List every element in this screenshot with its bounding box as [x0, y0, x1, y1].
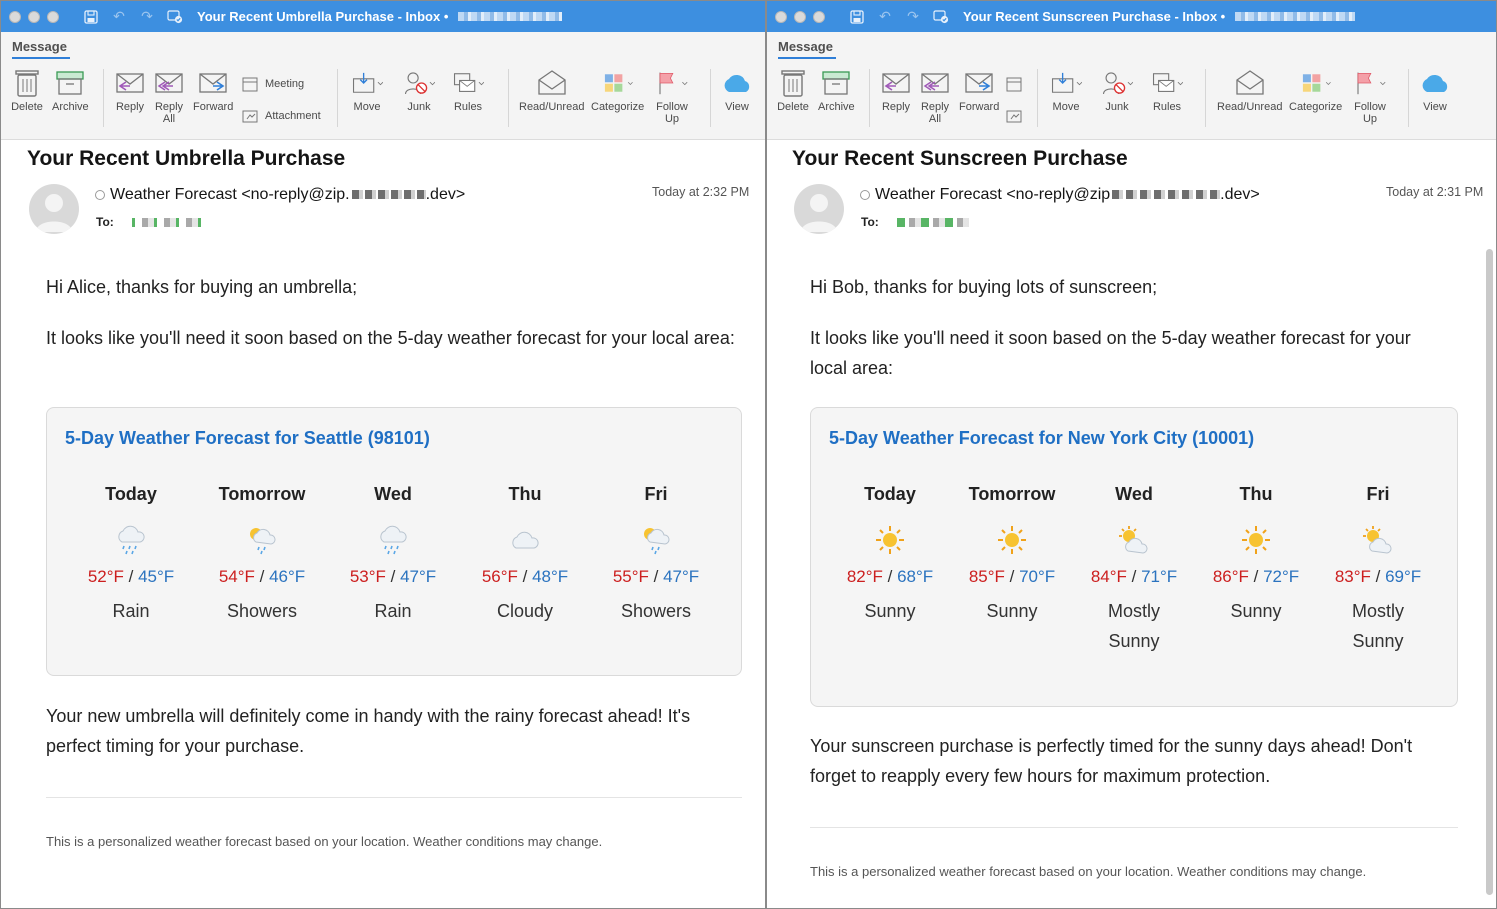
reply-all-button[interactable]: Reply All: [919, 67, 951, 125]
attachment-button[interactable]: [1005, 107, 1029, 125]
view-button[interactable]: View: [721, 67, 753, 113]
forecast-day: Wed 84°F / 71°F Mostly Sunny: [1078, 484, 1190, 656]
reply-icon: [880, 67, 912, 99]
sun-behind-rain-cloud-icon: [600, 520, 712, 560]
received-time: Today at 2:31 PM: [1386, 185, 1484, 199]
greeting: Hi Alice, thanks for buying an umbrella;: [46, 277, 358, 297]
forecast-day: Today 52°F / 45°F Rain: [75, 484, 187, 626]
sender-domain-suffix: .dev>: [425, 186, 466, 203]
window-controls: [9, 11, 59, 23]
sender-domain-suffix: .dev>: [1220, 186, 1260, 203]
to-label: To:: [861, 215, 969, 229]
junk-icon: [403, 67, 435, 99]
minimize-window-button[interactable]: [794, 11, 806, 23]
reply-icon: [114, 67, 146, 99]
title-bar: [1, 1, 765, 32]
email-subject: Your Recent Umbrella Purchase: [27, 147, 346, 170]
redacted-recipient: [132, 218, 206, 227]
close-window-button[interactable]: [9, 11, 21, 23]
avatar: [794, 184, 844, 234]
greeting: Hi Bob, thanks for buying lots of sunscreen;: [810, 277, 1158, 297]
forecast-title: 5-Day Weather Forecast for New York City (10001): [829, 428, 1255, 448]
ribbon-separator: [103, 69, 104, 127]
sun-icon: [956, 520, 1068, 560]
sun-behind-cloud-icon: [1322, 520, 1434, 560]
categorize-icon: [602, 67, 634, 99]
received-time: Today at 2:32 PM: [652, 185, 750, 199]
move-button[interactable]: Move: [1050, 67, 1082, 113]
sender-line[interactable]: [95, 186, 465, 204]
to-label: To:: [96, 215, 206, 229]
sync-icon[interactable]: [167, 9, 183, 25]
meeting-button[interactable]: Meeting: [241, 75, 304, 93]
close-window-button[interactable]: [775, 11, 787, 23]
move-icon: [1050, 67, 1082, 99]
cloud-view-icon: [721, 67, 753, 99]
redo-icon[interactable]: ↷: [141, 8, 153, 24]
attachment-button[interactable]: Attachment: [241, 107, 321, 125]
sender-name: Weather Forecast <no-reply@zip: [875, 186, 1111, 203]
undo-icon[interactable]: ↶: [879, 8, 891, 24]
window-controls: [775, 11, 825, 23]
sun-icon: [1200, 520, 1312, 560]
reply-button[interactable]: Reply: [114, 67, 146, 113]
forecast-card: [810, 407, 1458, 707]
sender-name: Weather Forecast <no-reply@zip.: [110, 186, 350, 203]
zoom-window-button[interactable]: [47, 11, 59, 23]
forecast-day: Tomorrow 85°F / 70°F Sunny: [956, 484, 1068, 626]
sender-line[interactable]: [860, 186, 1260, 204]
email-window-sunscreen: [766, 0, 1497, 909]
flag-icon: [1354, 67, 1386, 99]
ribbon-separator: [1408, 69, 1409, 127]
follow-up-button[interactable]: Follow Up: [656, 67, 688, 125]
archive-button[interactable]: Archive: [52, 67, 89, 113]
forecast-day: Wed 53°F / 47°F Rain: [337, 484, 449, 626]
forward-icon: [963, 67, 995, 99]
reply-button[interactable]: Reply: [880, 67, 912, 113]
closing-paragraph: Your sunscreen purchase is perfectly timed for the sunny days ahead! Don't forget to reapply every few hours for maximum protection.: [810, 736, 1413, 786]
email-subject: Your Recent Sunscreen Purchase: [792, 147, 1128, 170]
window-title: Your Recent Sunscreen Purchase - Inbox •: [963, 9, 1226, 24]
categorize-icon: [1300, 67, 1332, 99]
meeting-button[interactable]: [1005, 75, 1029, 93]
forward-button[interactable]: Forward: [959, 67, 999, 113]
trash-icon: [777, 67, 809, 99]
rain-cloud-icon: [337, 520, 449, 560]
forecast-day: Today 82°F / 68°F Sunny: [834, 484, 946, 626]
cloud-view-icon: [1419, 67, 1451, 99]
junk-button[interactable]: Junk: [403, 67, 435, 113]
vertical-scrollbar[interactable]: [1486, 249, 1493, 895]
reply-all-button[interactable]: Reply All: [153, 67, 185, 125]
forecast-day: Fri 55°F / 47°F Showers: [600, 484, 712, 626]
avatar: [29, 184, 79, 234]
minimize-window-button[interactable]: [28, 11, 40, 23]
categorize-button[interactable]: Categorize: [1289, 67, 1342, 113]
redacted-domain: [352, 190, 426, 199]
undo-icon[interactable]: ↶: [113, 8, 125, 24]
save-icon[interactable]: [83, 9, 99, 25]
forecast-card: [46, 407, 742, 676]
ribbon-toolbar: [1, 59, 765, 140]
tab-message[interactable]: Message: [778, 39, 833, 54]
footer-note: This is a personalized weather forecast based on your location. Weather conditions may change.: [810, 864, 1367, 879]
presence-icon: [860, 190, 870, 200]
reply-all-icon: [919, 67, 951, 99]
footer-note: This is a personalized weather forecast based on your location. Weather conditions may change.: [46, 834, 603, 849]
calendar-icon: [241, 75, 259, 93]
ribbon-separator: [337, 69, 338, 127]
divider: [810, 827, 1458, 828]
ribbon-separator: [710, 69, 711, 127]
sun-behind-cloud-icon: [1078, 520, 1190, 560]
presence-icon: [95, 190, 105, 200]
attachment-icon: [241, 107, 259, 125]
junk-button[interactable]: Junk: [1101, 67, 1133, 113]
archive-button[interactable]: Archive: [818, 67, 855, 113]
cloud-icon: [469, 520, 581, 560]
save-icon[interactable]: [849, 9, 865, 25]
forecast-day: Thu 86°F / 72°F Sunny: [1200, 484, 1312, 626]
rules-button[interactable]: Rules: [452, 67, 484, 113]
envelope-open-icon: [1234, 67, 1266, 99]
forward-button[interactable]: Forward: [193, 67, 233, 113]
ribbon-separator: [1205, 69, 1206, 127]
rain-cloud-icon: [75, 520, 187, 560]
read-unread-button[interactable]: Read/Unread: [519, 67, 584, 113]
rules-button[interactable]: Rules: [1151, 67, 1183, 113]
calendar-icon: [1005, 75, 1023, 93]
attachment-icon: [1005, 107, 1023, 125]
delete-button[interactable]: Delete: [11, 67, 43, 113]
ribbon-separator: [869, 69, 870, 127]
divider: [46, 797, 742, 798]
move-icon: [351, 67, 383, 99]
archive-icon: [54, 67, 86, 99]
redacted-recipient: [897, 218, 969, 227]
read-unread-button[interactable]: Read/Unread: [1217, 67, 1282, 113]
redacted-account: [458, 12, 562, 21]
ribbon-tabs: [767, 32, 1496, 59]
follow-up-button[interactable]: Follow Up: [1354, 67, 1386, 125]
intro-paragraph: It looks like you'll need it soon based on the 5-day weather forecast for your local area:: [810, 328, 1411, 378]
move-button[interactable]: Move: [351, 67, 383, 113]
reply-all-icon: [153, 67, 185, 99]
flag-icon: [656, 67, 688, 99]
redo-icon[interactable]: ↷: [907, 8, 919, 24]
envelope-open-icon: [536, 67, 568, 99]
junk-icon: [1101, 67, 1133, 99]
ribbon-toolbar: [767, 59, 1496, 140]
view-button[interactable]: View: [1419, 67, 1451, 113]
categorize-button[interactable]: Categorize: [591, 67, 644, 113]
window-title: Your Recent Umbrella Purchase - Inbox •: [197, 9, 449, 24]
zoom-window-button[interactable]: [813, 11, 825, 23]
forecast-day: Thu 56°F / 48°F Cloudy: [469, 484, 581, 626]
sun-behind-rain-cloud-icon: [206, 520, 318, 560]
redacted-account: [1235, 12, 1355, 21]
forecast-title: 5-Day Weather Forecast for Seattle (98101): [65, 428, 430, 448]
ribbon-tabs: [1, 32, 765, 59]
rules-icon: [1151, 67, 1183, 99]
sync-icon[interactable]: [933, 9, 949, 25]
sun-icon: [834, 520, 946, 560]
ribbon-separator: [508, 69, 509, 127]
intro-paragraph: It looks like you'll need it soon based on the 5-day weather forecast for your local area:: [46, 328, 735, 348]
trash-icon: [11, 67, 43, 99]
archive-icon: [820, 67, 852, 99]
closing-paragraph: Your new umbrella will definitely come in handy with the rainy forecast ahead! It's perfect timing for your purchase.: [46, 706, 691, 756]
ribbon-separator: [1037, 69, 1038, 127]
rules-icon: [452, 67, 484, 99]
forecast-day: Fri 83°F / 69°F Mostly Sunny: [1322, 484, 1434, 656]
tab-message[interactable]: Message: [12, 39, 67, 54]
delete-button[interactable]: Delete: [777, 67, 809, 113]
redacted-domain: [1112, 190, 1220, 199]
forecast-day: Tomorrow 54°F / 46°F Showers: [206, 484, 318, 626]
forward-icon: [197, 67, 229, 99]
title-bar: [767, 1, 1496, 32]
